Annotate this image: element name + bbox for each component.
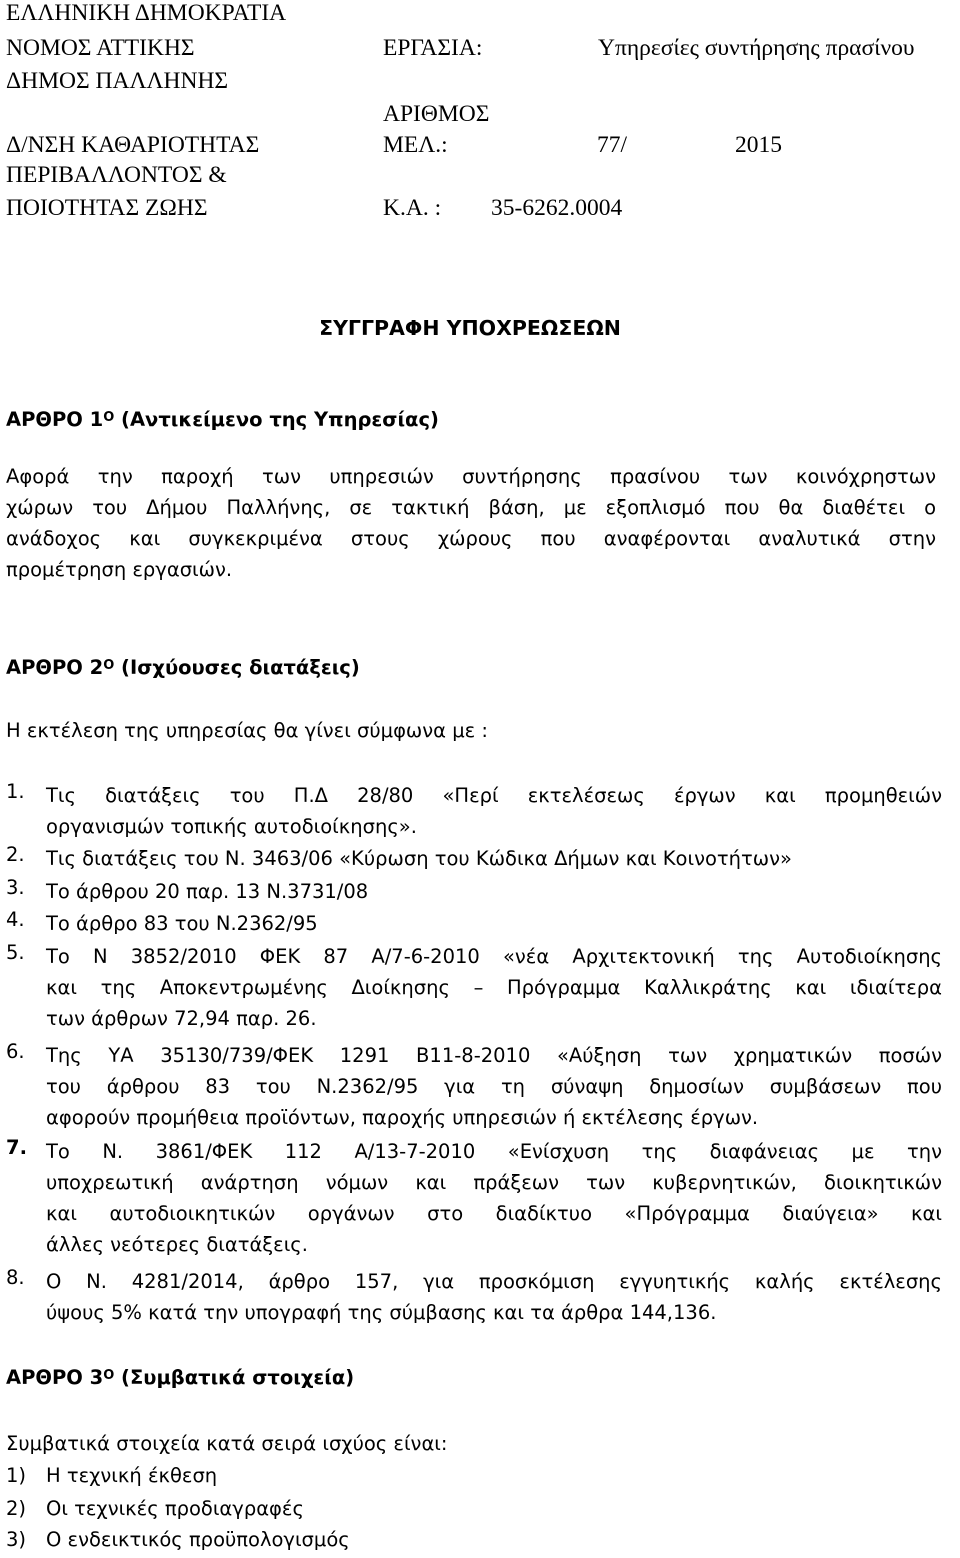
- provision-line: Τις διατάξεις του Ν. 3463/06 «Κύρωση του Κώδικα Δήμων και Κοινοτήτων»: [46, 847, 792, 870]
- contract-doc-number: 3): [6, 1528, 27, 1551]
- header-directorate-3: ΠΟΙΟΤΗΤΑΣ ΖΩΗΣ: [6, 195, 208, 221]
- article2-prefix: ΑΡΘΡΟ 2: [6, 656, 104, 679]
- article1-line: ανάδοχος και συγκεκριμένα στους χώρους που αναφέρονται αναλυτικά στην: [6, 527, 936, 550]
- number-label-2: ΜΕΛ.:: [383, 132, 448, 158]
- work-label: ΕΡΓΑΣΙΑ:: [383, 35, 483, 61]
- provision-number: 1.: [6, 780, 25, 803]
- provision-line: Τις διατάξεις του Π.Δ 28/80 «Περί εκτελέσεως έργων και προμηθειών: [46, 784, 942, 807]
- ka-label: Κ.Α. :: [383, 195, 442, 221]
- contract-doc-text: Ο ενδεικτικός προϋπολογισμός: [46, 1528, 350, 1551]
- article3-prefix: ΑΡΘΡΟ 3: [6, 1366, 104, 1389]
- provision-line: Της ΥΑ 35130/739/ΦΕΚ 1291 Β11-8-2010 «Αύξηση των χρηματικών ποσών: [46, 1044, 942, 1067]
- article2-sup: Ο: [103, 658, 115, 673]
- provision-number: 6.: [6, 1040, 25, 1063]
- provision-line: του άρθρου 83 του Ν.2362/95 για τη σύναψη δημοσίων συμβάσεων που: [46, 1075, 942, 1098]
- provision-number: 8.: [6, 1266, 25, 1289]
- article1-heading: [6, 404, 439, 435]
- work-value: Υπηρεσίες συντήρησης πρασίνου: [598, 35, 915, 61]
- article2-heading: [6, 652, 360, 683]
- number-label-1: ΑΡΙΘΜΟΣ: [383, 101, 490, 127]
- provision-line: υποχρεωτική ανάρτηση νόμων και πράξεων των κυβερνητικών, διοικητικών: [46, 1171, 942, 1194]
- contract-doc-text: Η τεχνική έκθεση: [46, 1464, 218, 1487]
- provision-line: Το άρθρο 83 του Ν.2362/95: [46, 912, 318, 935]
- provision-line: και της Αποκεντρωμένης Διοίκησης – Πρόγραμμα Καλλικράτης και ιδιαίτερα: [46, 976, 942, 999]
- provision-number: 7.: [6, 1136, 27, 1159]
- article3-heading: [6, 1362, 354, 1393]
- provision-line: αφορούν προμήθεια προϊόντων, παροχής υπηρεσιών ή εκτέλεσης έργων.: [46, 1106, 759, 1129]
- header-prefecture: ΝΟΜΟΣ ΑΤΤΙΚΗΣ: [6, 35, 195, 61]
- article1-line: Αφορά την παροχή των υπηρεσιών συντήρησης πρασίνου των κοινόχρηστων: [6, 465, 936, 488]
- article3-subtitle: (Συμβατικά στοιχεία): [114, 1366, 355, 1389]
- number-value: 77/: [597, 132, 628, 158]
- provision-number: 2.: [6, 843, 25, 866]
- year-value: 2015: [735, 132, 782, 158]
- provision-line: Το Ν 3852/2010 ΦΕΚ 87 Α/7-6-2010 «νέα Αρχιτεκτονική της Αυτοδιοίκησης: [46, 945, 942, 968]
- article3-sup: Ο: [103, 1368, 115, 1383]
- article3-intro: Συμβατικά στοιχεία κατά σειρά ισχύος είναι:: [6, 1432, 448, 1455]
- provision-line: Ο Ν. 4281/2014, άρθρο 157, για προσκόμιση εγγυητικής καλής εκτέλεσης: [46, 1270, 942, 1293]
- header-directorate-1: Δ/ΝΣΗ ΚΑΘΑΡΙΟΤΗΤΑΣ: [6, 132, 260, 158]
- provision-line: και αυτοδιοικητικών οργάνων στο διαδίκτυο «Πρόγραμμα διαύγεια» και: [46, 1202, 942, 1225]
- provision-number: 5.: [6, 941, 25, 964]
- provision-line: Το Ν. 3861/ΦΕΚ 112 Α/13-7-2010 «Ενίσχυση της διαφάνειας με την: [46, 1140, 942, 1163]
- contract-doc-item: [6, 1460, 936, 1491]
- contract-doc-text: Οι τεχνικές προδιαγραφές: [46, 1497, 304, 1520]
- ka-value: 35-6262.0004: [491, 195, 623, 221]
- contract-doc-number: 1): [6, 1464, 27, 1487]
- article1-sup: Ο: [103, 410, 115, 425]
- article1-line: προμέτρηση εργασιών.: [6, 558, 233, 581]
- provision-line: άλλες νεότερες διατάξεις.: [46, 1233, 308, 1256]
- header-state: ΕΛΛΗΝΙΚΗ ΔΗΜΟΚΡΑΤΙΑ: [6, 0, 287, 26]
- article1-line: χώρων του Δήμου Παλλήνης, σε τακτική βάση, με εξοπλισμό που θα διαθέτει ο: [6, 496, 936, 519]
- provision-line: Το άρθρου 20 παρ. 13 Ν.3731/08: [46, 880, 369, 903]
- contract-doc-item: [6, 1524, 936, 1555]
- provision-number: 4.: [6, 908, 25, 931]
- provision-line: ύψους 5% κατά την υπογραφή της σύμβασης και τα άρθρα 144,136.: [46, 1301, 717, 1324]
- article2-intro: Η εκτέλεση της υπηρεσίας θα γίνει σύμφωνα με :: [6, 719, 488, 742]
- provision-line: των άρθρων 72,94 παρ. 26.: [46, 1007, 317, 1030]
- contract-doc-item: [6, 1493, 936, 1524]
- article2-subtitle: (Ισχύουσες διατάξεις): [114, 656, 360, 679]
- header-directorate-2: ΠΕΡΙΒΑΛΛΟΝΤΟΣ &: [6, 162, 227, 188]
- contract-doc-number: 2): [6, 1497, 27, 1520]
- provision-number: 3.: [6, 876, 25, 899]
- header-municipality: ΔΗΜΟΣ ΠΑΛΛΗΝΗΣ: [6, 68, 229, 94]
- article1-body: [6, 461, 936, 585]
- provision-line: οργανισμών τοπικής αυτοδιοίκησης».: [46, 815, 417, 838]
- article1-prefix: ΑΡΘΡΟ 1: [6, 408, 104, 431]
- article1-subtitle: (Αντικείμενο της Υπηρεσίας): [114, 408, 439, 431]
- document-title: ΣΥΓΓΡΑΦΗ ΥΠΟΧΡΕΩΣΕΩΝ: [319, 316, 621, 340]
